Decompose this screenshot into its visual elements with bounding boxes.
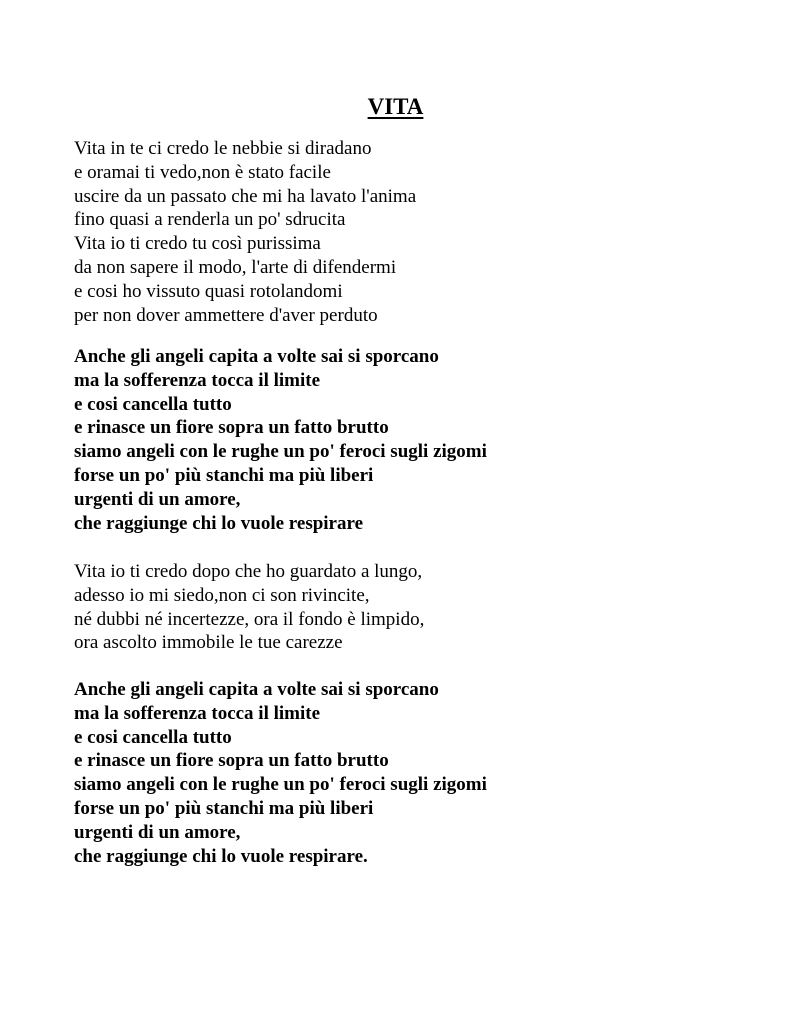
poem-line: e rinasce un fiore sopra un fatto brutto bbox=[74, 750, 389, 772]
poem-line: Vita io ti credo dopo che ho guardato a lungo, bbox=[74, 561, 423, 582]
poem-line: ora ascolto immobile le tue carezze bbox=[74, 632, 343, 654]
poem-line: forse un po' più stanchi ma più liberi bbox=[74, 464, 374, 486]
poem-line: e rinasce un fiore sopra un fatto brutto bbox=[74, 417, 389, 439]
poem-line: siamo angeli con le rughe un po' feroci sugli zigomi bbox=[74, 441, 487, 463]
poem-line: che raggiunge chi lo vuole respirare bbox=[74, 512, 364, 534]
poem-line: siamo angeli con le rughe un po' feroci sugli zigomi bbox=[74, 774, 487, 796]
poem-line: uscire da un passato che mi ha lavato l'anima bbox=[74, 185, 417, 207]
poem-line: Vita io ti credo tu così purissima bbox=[74, 233, 321, 255]
stanza-3 bbox=[74, 560, 424, 655]
poem-line: ma la sofferenza tocca il limite bbox=[74, 369, 321, 391]
poem-line: e cosi cancella tutto bbox=[74, 393, 232, 415]
poem-line: fino quasi a renderla un po' sdrucita bbox=[74, 209, 346, 231]
poem-line: né dubbi né incertezze, ora il fondo è limpido, bbox=[74, 608, 425, 630]
poem-line: forse un po' più stanchi ma più liberi bbox=[74, 797, 374, 819]
poem-line: urgenti di un amore, bbox=[74, 488, 241, 510]
poem-line: adesso io mi siedo,non ci son rivincite, bbox=[74, 584, 370, 606]
poem-line: che raggiunge chi lo vuole respirare. bbox=[74, 845, 368, 867]
poem-line: e cosi cancella tutto bbox=[74, 726, 232, 748]
poem-line: urgenti di un amore, bbox=[74, 821, 241, 843]
poem-line: Anche gli angeli capita a volte sai si sporcano bbox=[74, 679, 439, 700]
stanza-2-chorus bbox=[74, 345, 487, 535]
poem-line: per non dover ammettere d'aver perduto bbox=[74, 304, 378, 326]
stanza-4-chorus bbox=[74, 678, 487, 868]
poem-line: Vita in te ci credo le nebbie si diradano bbox=[74, 138, 372, 159]
poem-line: e cosi ho vissuto quasi rotolandomi bbox=[74, 280, 343, 302]
stanza-1 bbox=[74, 137, 416, 327]
poem-line: ma la sofferenza tocca il limite bbox=[74, 702, 321, 724]
poem-line: e oramai ti vedo,non è stato facile bbox=[74, 161, 331, 183]
poem-line: da non sapere il modo, l'arte di difendermi bbox=[74, 256, 397, 278]
page-title: VITA bbox=[367, 94, 424, 119]
poem-line: Anche gli angeli capita a volte sai si sporcano bbox=[74, 346, 439, 367]
